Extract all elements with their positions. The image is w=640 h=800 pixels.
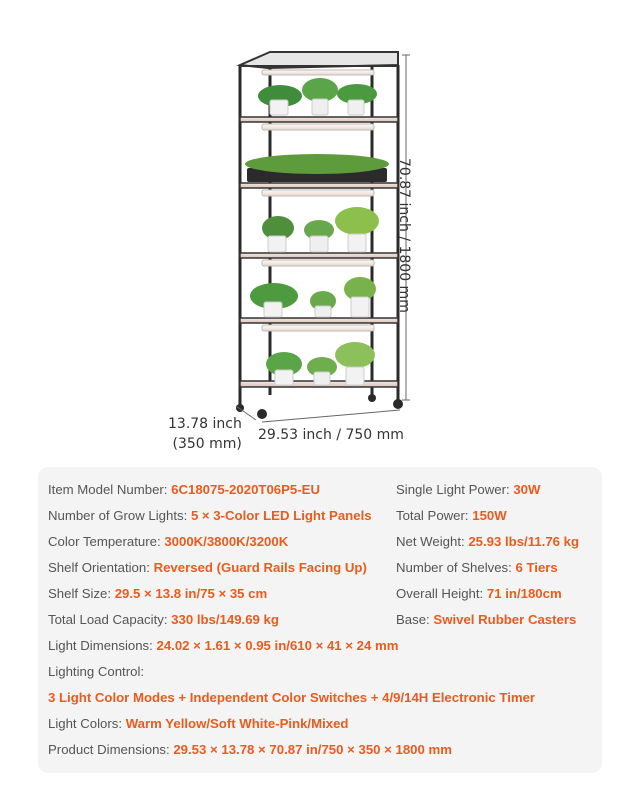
spec-product-dimensions: Product Dimensions: 29.53 × 13.78 × 70.87 in/750 × 350 × 1800 mm (48, 742, 452, 757)
spec-base: Base: Swivel Rubber Casters (396, 612, 577, 627)
spec-shelves: Number of Shelves: 6 Tiers (396, 560, 558, 575)
spec-color-temp: Color Temperature: 3000K/3800K/3200K (48, 534, 289, 549)
spec-overall-height: Overall Height: 71 in/180cm (396, 586, 562, 601)
width-dimension-label: 29.53 inch / 750 mm (258, 427, 404, 443)
spec-model: Item Model Number: 6C18075-2020T06P5-EU (48, 482, 320, 497)
spec-light-colors: Light Colors: Warm Yellow/Soft White-Pink/Mixed (48, 716, 349, 731)
spec-load: Total Load Capacity: 330 lbs/149.69 kg (48, 612, 279, 627)
spec-grow-lights: Number of Grow Lights: 5 × 3-Color LED Light Panels (48, 508, 372, 523)
spec-total-power: Total Power: 150W (396, 508, 507, 523)
depth-mm: (350 mm) (172, 436, 242, 452)
spec-shelf-size: Shelf Size: 29.5 × 13.8 in/75 × 35 cm (48, 586, 268, 601)
spec-lighting-control-value: 3 Light Color Modes + Independent Color Switches + 4/9/14H Electronic Timer (48, 690, 536, 705)
specifications-card (38, 467, 602, 773)
spec-lighting-control-label: Lighting Control: (48, 664, 145, 679)
spec-orientation: Shelf Orientation: Reversed (Guard Rails Facing Up) (48, 560, 367, 575)
height-dimension-label: 70.87 inch / 1800 mm (396, 158, 412, 313)
depth-inch: 13.78 inch (168, 416, 242, 432)
spec-net-weight: Net Weight: 25.93 lbs/11.76 kg (396, 534, 580, 549)
depth-dimension-label (168, 414, 242, 454)
spec-light-dimensions: Light Dimensions: 24.02 × 1.61 × 0.95 in/610 × 41 × 24 mm (48, 638, 399, 653)
spec-light-power: Single Light Power: 30W (396, 482, 541, 497)
casters (236, 394, 403, 419)
